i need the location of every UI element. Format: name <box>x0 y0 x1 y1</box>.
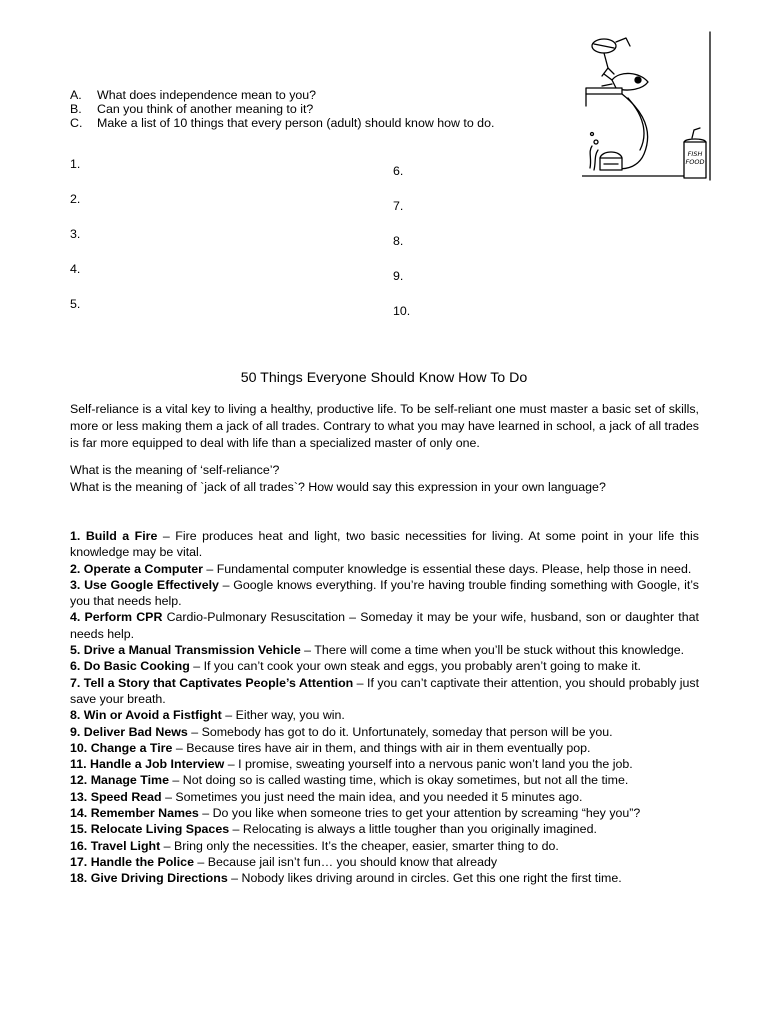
item-title: Speed Read <box>90 789 162 804</box>
list-item <box>70 561 699 577</box>
item-description: Cardio-Pulmonary Resuscitation – Someday it may be your wife, husband, son or daughter that needs help. <box>70 610 699 641</box>
item-separator: – <box>189 659 204 674</box>
item-description: Do you like when someone tries to get your attention by screaming “hey you”? <box>212 806 641 821</box>
item-title: Handle a Job Interview <box>90 757 225 772</box>
item-number: 14. <box>70 806 88 821</box>
item-description: Fire produces heat and light, two basic necessities for living. At some point in your life this knowledge may be vital. <box>70 529 699 560</box>
intro-paragraph <box>70 401 699 452</box>
item-title: Win or Avoid a Fistfight <box>83 708 222 723</box>
item-description: Relocating is always a little tougher than you originally imagined. <box>242 822 597 837</box>
item-separator: – <box>202 561 217 576</box>
item-description: Fundamental computer knowledge is essential these days. Please, help those in need. <box>216 561 692 576</box>
list-number-7: 7. <box>393 199 404 213</box>
item-title: Manage Time <box>90 773 169 788</box>
item-description: There will come a time when you’ll be stuck without this knowledge. <box>314 643 685 658</box>
list-item <box>70 642 699 658</box>
page-title: 50 Things Everyone Should Know How To Do <box>240 370 528 386</box>
item-separator: – <box>161 789 176 804</box>
list-item <box>70 789 699 805</box>
item-title: Relocate Living Spaces <box>90 822 230 837</box>
item-title: Operate a Computer <box>83 561 203 576</box>
item-separator: – <box>198 806 213 821</box>
fish-food-label-line1: FISH <box>687 150 703 158</box>
item-separator: – <box>160 838 175 853</box>
item-separator: – <box>172 740 187 755</box>
item-title: Give Driving Directions <box>90 871 228 886</box>
list-item <box>70 772 699 788</box>
item-description: Bring only the necessities. It’s the cheaper, easier, smarter thing to do. <box>174 838 559 853</box>
list-number-6: 6. <box>393 164 404 178</box>
prompt-block <box>70 462 699 496</box>
item-number: 13. <box>70 789 88 804</box>
list-number-3: 3. <box>70 227 81 241</box>
item-number: 9. <box>70 724 81 739</box>
item-separator: – <box>187 724 202 739</box>
item-separator: – <box>218 577 234 592</box>
item-separator: – <box>221 708 236 723</box>
item-title: Change a Tire <box>90 740 173 755</box>
list-number-9: 9. <box>393 269 404 283</box>
list-number-1: 1. <box>70 157 81 171</box>
question-text: Make a list of 10 things that every person (adult) should know how to do. <box>97 116 495 130</box>
question-text: What does independence mean to you? <box>97 88 317 102</box>
item-description: If you can’t captivate their attention, you should probably just save your breath. <box>70 675 700 706</box>
item-separator: – <box>157 529 176 543</box>
list-item <box>70 756 699 772</box>
question-letter: B. <box>70 102 82 116</box>
list-item <box>70 609 699 642</box>
question-a <box>70 88 550 102</box>
item-separator: – <box>353 675 368 690</box>
item-description: I promise, sweating yourself into a nervous panic won’t land you the job. <box>238 757 633 772</box>
list-item <box>70 707 699 723</box>
item-number: 5. <box>70 643 81 658</box>
item-number: 1. <box>70 529 81 543</box>
item-number: 10. <box>70 740 88 755</box>
question-list <box>70 88 550 130</box>
item-title: Perform CPR <box>84 610 163 625</box>
item-number: 12. <box>70 773 88 788</box>
list-number-10: 10. <box>393 304 411 318</box>
list-item <box>70 805 699 821</box>
list-item <box>70 577 699 610</box>
list-number-4: 4. <box>70 262 81 276</box>
item-description: Not doing so is called wasting time, which is okay sometimes, but not all the time. <box>182 773 629 788</box>
item-title: Use Google Effectively <box>84 577 219 592</box>
list-item <box>70 724 699 740</box>
item-number: 3. <box>70 577 81 592</box>
item-separator: – <box>229 822 243 837</box>
list-item <box>70 838 699 854</box>
list-item <box>70 821 699 837</box>
item-title: Drive a Manual Transmission Vehicle <box>83 643 301 658</box>
list-item <box>70 854 699 870</box>
item-description: Because tires have air in them, and things with air in them eventually pop. <box>186 740 591 755</box>
question-letter: A. <box>70 88 82 102</box>
prompt-jack-of-all-trades: What is the meaning of `jack of all trades`? How would say this expression in your own language? <box>70 480 606 494</box>
item-description: Because jail isn’t fun… you should know that already <box>207 854 498 869</box>
item-description: Sometimes you just need the main idea, and you needed it 5 minutes ago. <box>175 789 583 804</box>
item-title: Deliver Bad News <box>83 724 188 739</box>
fish-food-label-line2: FOOD <box>685 158 705 166</box>
prompt-self-reliance: What is the meaning of ‘self-reliance’? <box>70 463 280 477</box>
item-number: 4. <box>70 610 81 625</box>
skills-list <box>70 528 699 887</box>
list-number-2: 2. <box>70 192 81 206</box>
item-number: 18. <box>70 871 88 886</box>
item-title: Tell a Story that Captivates People’s Attention <box>83 675 354 690</box>
question-letter: C. <box>70 116 83 130</box>
item-number: 6. <box>70 659 81 674</box>
item-separator: – <box>300 643 315 658</box>
item-separator: – <box>193 854 208 869</box>
item-description: Somebody has got to do it. Unfortunately, someday that person will be you. <box>201 724 613 739</box>
question-b <box>70 102 550 116</box>
item-number: 8. <box>70 708 81 723</box>
item-number: 11. <box>70 757 87 772</box>
item-number: 16. <box>70 838 88 853</box>
item-description: If you can’t cook your own steak and eggs, you probably aren’t going to make it. <box>203 659 641 674</box>
item-number: 7. <box>70 675 81 690</box>
item-separator: – <box>227 871 242 886</box>
list-number-8: 8. <box>393 234 404 248</box>
list-item <box>70 870 699 886</box>
item-separator: – <box>224 757 239 772</box>
item-number: 2. <box>70 561 81 576</box>
item-description: Google knows everything. If you’re having trouble finding something with Google, it’s you that needs help. <box>70 577 699 609</box>
item-description: Either way, you win. <box>235 708 345 723</box>
question-c <box>70 116 550 130</box>
list-number-5: 5. <box>70 297 81 311</box>
list-item <box>70 658 699 674</box>
question-text: Can you think of another meaning to it? <box>97 102 314 116</box>
item-title: Remember Names <box>90 806 199 821</box>
item-number: 15. <box>70 822 88 837</box>
fish-cartoon-illustration <box>582 30 718 184</box>
item-separator: – <box>168 773 183 788</box>
item-title: Build a Fire <box>85 529 158 543</box>
item-title: Handle the Police <box>90 854 194 869</box>
list-item <box>70 675 699 708</box>
list-item <box>70 528 699 561</box>
intro-text: Self-reliance is a vital key to living a healthy, productive life. To be self-reliant one must master a basic set of skills, more or less making them a jack of all trades. Contrary to what you may have learned in school, a jack of all trades is far more equipped to deal with life than a specialized master of only one. <box>70 402 699 450</box>
item-title: Travel Light <box>90 838 161 853</box>
item-title: Do Basic Cooking <box>83 659 190 674</box>
item-description: Nobody likes driving around in circles. Get this one right the first time. <box>241 871 622 886</box>
item-number: 17. <box>70 854 88 869</box>
list-item <box>70 740 699 756</box>
